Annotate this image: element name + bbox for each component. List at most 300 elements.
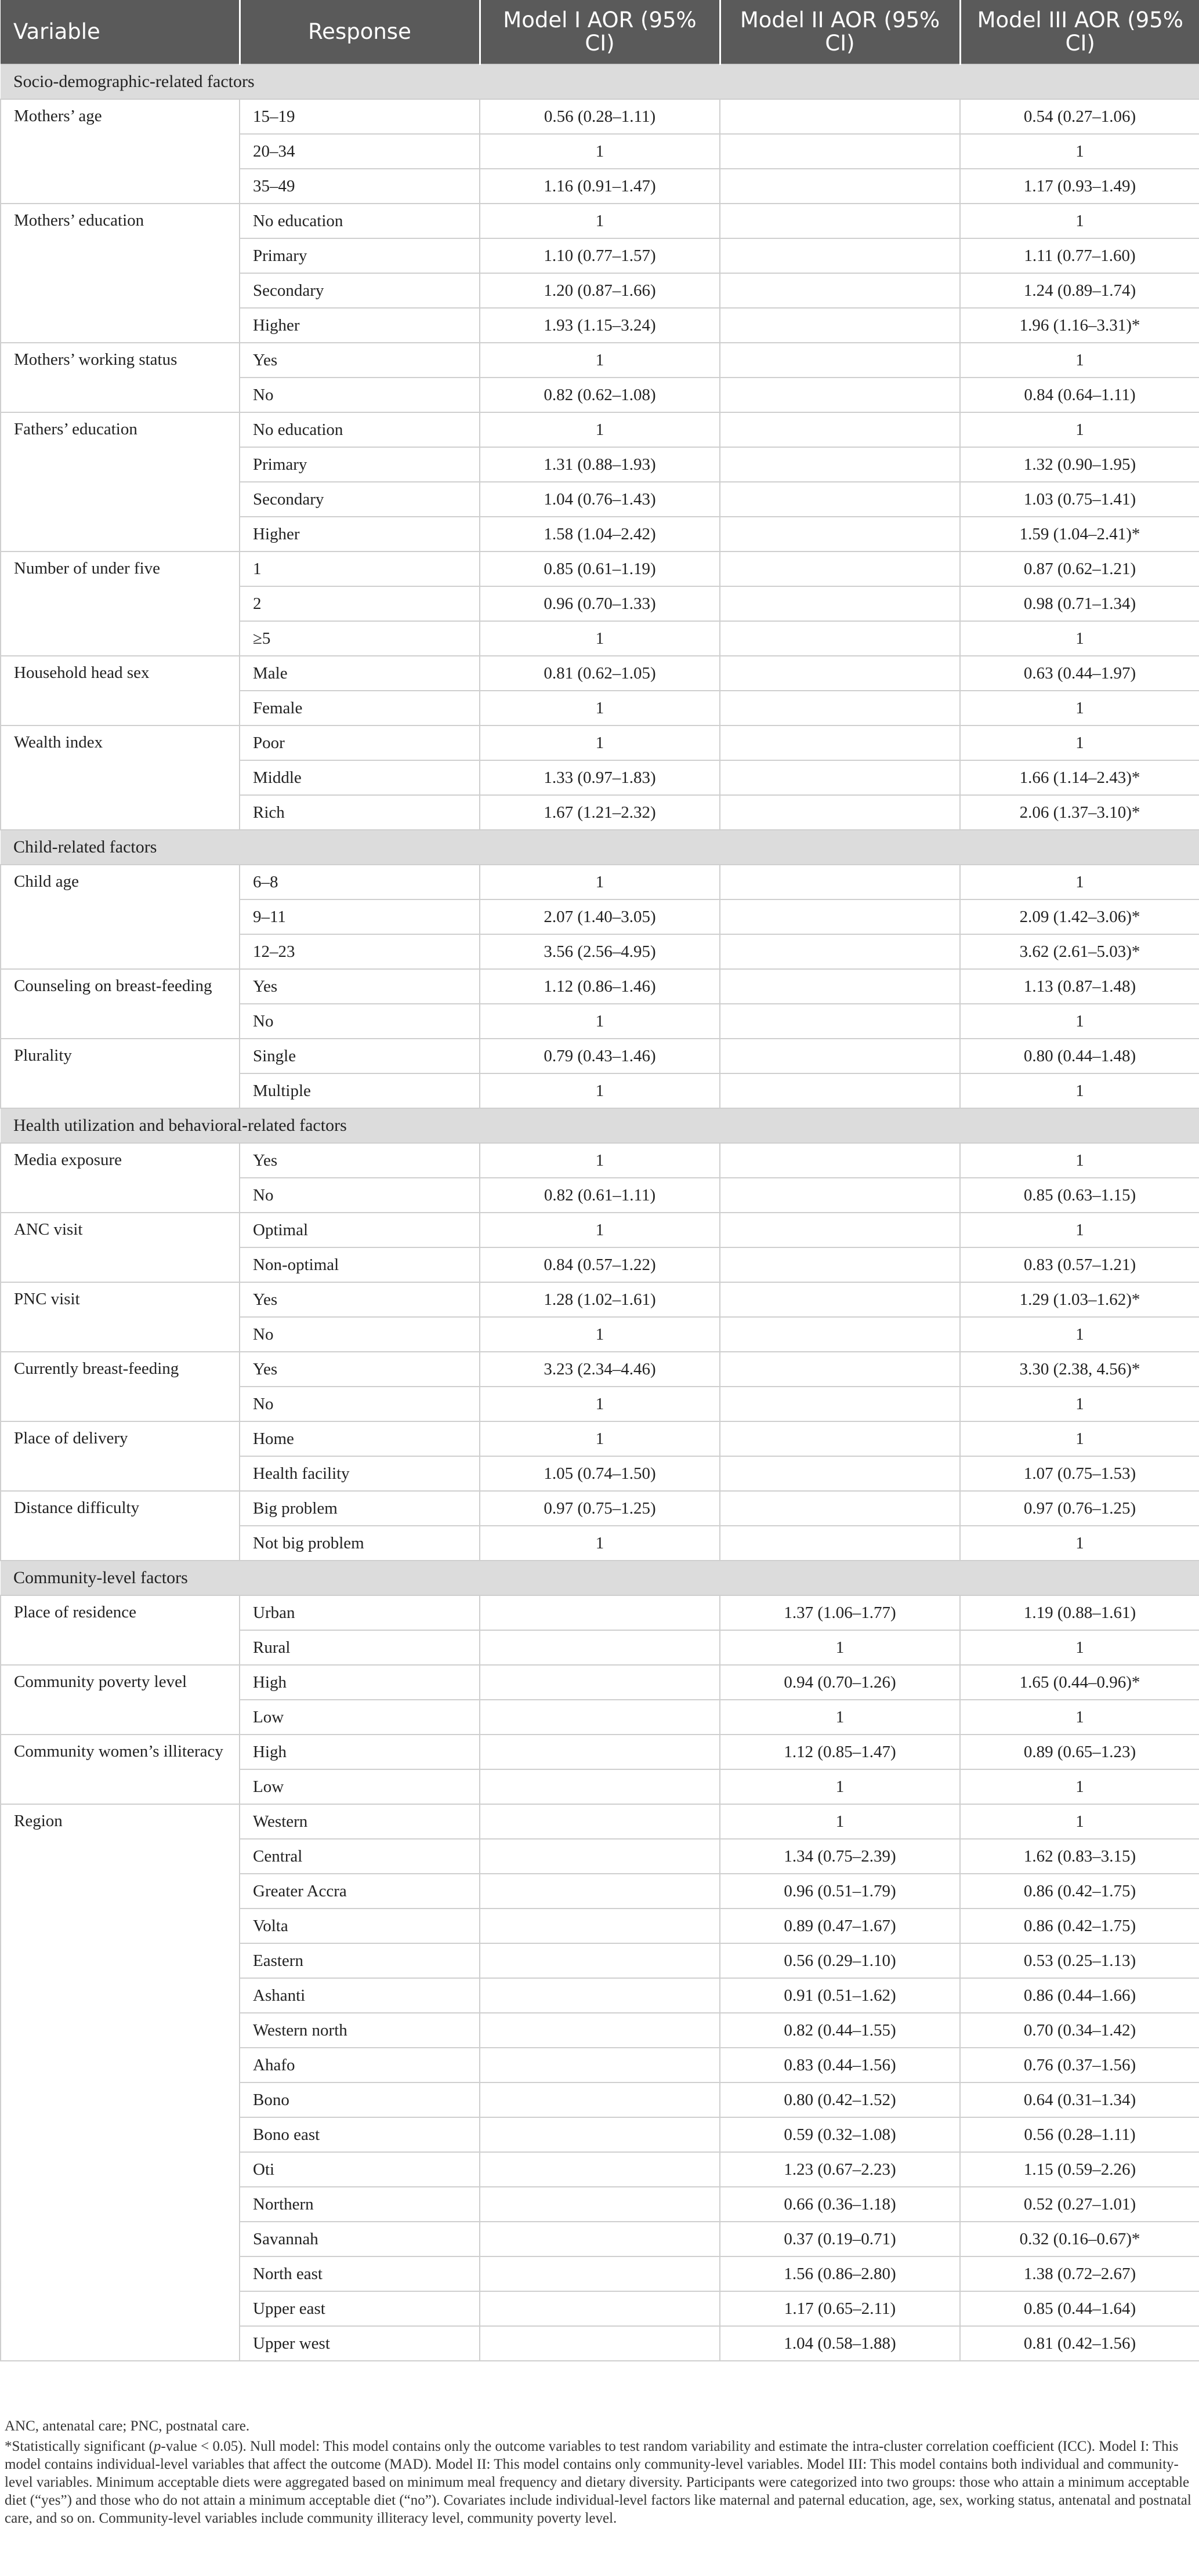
model-iii-cell: 1.13 (0.87–1.48) [960, 969, 1199, 1004]
response-cell: Female [240, 691, 480, 725]
footnote-text: -value < 0.05). Null model: This model contains only the outcome variables to test random variability and estimate the intra-cluster correlation coefficient (ICC). Model I: This model contains individual-level variables that affect the outcome (MAD). Model II: This model contains only community-level variables. Model III: This model contains both individual and community-level variables. Minimum acceptable diets were aggregated based on minimum meal frequency and dietary diversity. Participants were categorized into two groups: those who attain a minimum acceptable diet (“yes”) and those who do not attain a minimum acceptable diet (“no”). Covariates include individual-level factors like maternal and paternal education, age, sex, working status, antenatal and postnatal care, and so on. Community-level variables include community illiteracy level, community poverty level. [5, 2439, 1191, 2526]
model-iii-cell: 1 [960, 1700, 1199, 1735]
table-row [1, 656, 1199, 691]
model-iii-cell: 1 [960, 1317, 1199, 1352]
model-iii-cell: 1 [960, 691, 1199, 725]
response-cell: Bono east [240, 2117, 480, 2152]
model-ii-cell [720, 795, 960, 830]
model-ii-cell: 0.94 (0.70–1.26) [720, 1665, 960, 1700]
model-i-cell: 0.82 (0.62–1.08) [480, 378, 720, 412]
model-i-cell: 1 [480, 204, 720, 238]
model-iii-cell: 1 [960, 1526, 1199, 1561]
model-iii-cell: 0.83 (0.57–1.21) [960, 1247, 1199, 1282]
model-ii-cell: 1.34 (0.75–2.39) [720, 1839, 960, 1874]
table-row [1, 552, 1199, 586]
model-i-cell [480, 1978, 720, 2013]
variable-name: Mothers’ education [1, 204, 240, 343]
model-iii-cell: 1 [960, 1769, 1199, 1804]
response-cell: Single [240, 1039, 480, 1073]
model-iii-cell: 0.32 (0.16–0.67)* [960, 2222, 1199, 2256]
response-cell: No [240, 1178, 480, 1213]
variable-name: Mothers’ working status [1, 343, 240, 412]
table-row [1, 1352, 1199, 1387]
model-ii-cell [720, 1073, 960, 1108]
model-i-cell [480, 1839, 720, 1874]
model-i-cell: 0.79 (0.43–1.46) [480, 1039, 720, 1073]
response-cell: Urban [240, 1595, 480, 1630]
model-ii-cell: 0.66 (0.36–1.18) [720, 2187, 960, 2222]
model-iii-cell: 2.06 (1.37–3.10)* [960, 795, 1199, 830]
model-iii-cell: 1.07 (0.75–1.53) [960, 1456, 1199, 1491]
model-i-cell: 1.58 (1.04–2.42) [480, 517, 720, 552]
model-i-cell: 1 [480, 1421, 720, 1456]
model-ii-cell: 1.37 (1.06–1.77) [720, 1595, 960, 1630]
model-ii-cell: 0.56 (0.29–1.10) [720, 1943, 960, 1978]
variable-name: Counseling on breast-feeding [1, 969, 240, 1039]
variable-name: Number of under five [1, 552, 240, 656]
model-ii-cell [720, 1526, 960, 1561]
response-cell: Non-optimal [240, 1247, 480, 1282]
variable-name: Place of delivery [1, 1421, 240, 1491]
response-cell: Big problem [240, 1491, 480, 1526]
section-header-row [1, 1561, 1199, 1595]
model-iii-cell: 1.66 (1.14–2.43)* [960, 760, 1199, 795]
header-response: Response [240, 0, 480, 64]
model-i-cell: 1 [480, 725, 720, 760]
variable-name: Currently breast-feeding [1, 1352, 240, 1421]
model-iii-cell: 1.24 (0.89–1.74) [960, 273, 1199, 308]
model-i-cell: 0.96 (0.70–1.33) [480, 586, 720, 621]
model-iii-cell: 1.19 (0.88–1.61) [960, 1595, 1199, 1630]
model-ii-cell: 0.59 (0.32–1.08) [720, 2117, 960, 2152]
response-cell: Rural [240, 1630, 480, 1665]
response-cell: Not big problem [240, 1526, 480, 1561]
model-ii-cell: 0.96 (0.51–1.79) [720, 1874, 960, 1909]
model-ii-cell [720, 308, 960, 343]
model-iii-cell: 0.86 (0.42–1.75) [960, 1909, 1199, 1943]
variable-name: Region [1, 1804, 240, 2361]
model-i-cell [480, 1595, 720, 1630]
response-cell: 12–23 [240, 934, 480, 969]
response-cell: Eastern [240, 1943, 480, 1978]
model-iii-cell: 0.56 (0.28–1.11) [960, 2117, 1199, 2152]
model-i-cell: 1 [480, 865, 720, 899]
response-cell: Higher [240, 308, 480, 343]
response-cell: High [240, 1735, 480, 1769]
header-variable: Variable [1, 0, 240, 64]
model-i-cell: 1 [480, 691, 720, 725]
response-cell: No [240, 1387, 480, 1421]
model-iii-cell: 0.84 (0.64–1.11) [960, 378, 1199, 412]
model-ii-cell: 0.82 (0.44–1.55) [720, 2013, 960, 2048]
response-cell: Northern [240, 2187, 480, 2222]
response-cell: Ahafo [240, 2048, 480, 2082]
model-ii-cell [720, 656, 960, 691]
response-cell: ≥5 [240, 621, 480, 656]
response-cell: High [240, 1665, 480, 1700]
model-i-cell [480, 2013, 720, 2048]
model-i-cell: 1 [480, 1387, 720, 1421]
table-row [1, 1735, 1199, 1769]
variable-name: Household head sex [1, 656, 240, 725]
section-title: Child-related factors [1, 830, 1199, 865]
model-i-cell [480, 1943, 720, 1978]
model-iii-cell: 1 [960, 1387, 1199, 1421]
model-ii-cell [720, 517, 960, 552]
response-cell: No [240, 378, 480, 412]
response-cell: Male [240, 656, 480, 691]
significance-footnote [5, 2437, 1194, 2527]
model-ii-cell: 0.83 (0.44–1.56) [720, 2048, 960, 2082]
response-cell: Bono [240, 2082, 480, 2117]
variable-name: Plurality [1, 1039, 240, 1108]
model-ii-cell: 1 [720, 1769, 960, 1804]
table-row [1, 969, 1199, 1004]
response-cell: Optimal [240, 1213, 480, 1247]
response-cell: 20–34 [240, 134, 480, 169]
response-cell: North east [240, 2256, 480, 2291]
header-model-i: Model I AOR (95% CI) [480, 0, 720, 64]
model-iii-cell: 1.96 (1.16–3.31)* [960, 308, 1199, 343]
response-cell: Primary [240, 447, 480, 482]
model-ii-cell [720, 969, 960, 1004]
table-footnotes [5, 2417, 1194, 2530]
model-i-cell [480, 2291, 720, 2326]
model-ii-cell [720, 238, 960, 273]
model-i-cell [480, 2048, 720, 2082]
header-model-ii: Model II AOR (95% CI) [720, 0, 960, 64]
variable-name: Community poverty level [1, 1665, 240, 1735]
model-iii-cell: 1 [960, 1421, 1199, 1456]
model-i-cell: 1 [480, 1004, 720, 1039]
table-row [1, 865, 1199, 899]
model-i-cell: 0.97 (0.75–1.25) [480, 1491, 720, 1526]
model-ii-cell: 1.12 (0.85–1.47) [720, 1735, 960, 1769]
model-iii-cell: 1 [960, 725, 1199, 760]
table-row [1, 1491, 1199, 1526]
model-ii-cell [720, 169, 960, 204]
response-cell: Primary [240, 238, 480, 273]
model-i-cell: 0.85 (0.61–1.19) [480, 552, 720, 586]
model-i-cell: 0.56 (0.28–1.11) [480, 99, 720, 134]
variable-name: Place of residence [1, 1595, 240, 1665]
table-row [1, 725, 1199, 760]
model-ii-cell [720, 1213, 960, 1247]
model-ii-cell [720, 586, 960, 621]
model-i-cell: 0.81 (0.62–1.05) [480, 656, 720, 691]
model-iii-cell: 0.81 (0.42–1.56) [960, 2326, 1199, 2361]
model-iii-cell: 0.98 (0.71–1.34) [960, 586, 1199, 621]
model-i-cell: 1.31 (0.88–1.93) [480, 447, 720, 482]
response-cell: Poor [240, 725, 480, 760]
response-cell: Western [240, 1804, 480, 1839]
response-cell: Secondary [240, 273, 480, 308]
model-i-cell [480, 1909, 720, 1943]
model-iii-cell: 0.63 (0.44–1.97) [960, 656, 1199, 691]
model-ii-cell: 1.56 (0.86–2.80) [720, 2256, 960, 2291]
model-i-cell [480, 1874, 720, 1909]
model-i-cell: 1 [480, 134, 720, 169]
model-iii-cell: 1.38 (0.72–2.67) [960, 2256, 1199, 2291]
response-cell: Western north [240, 2013, 480, 2048]
response-cell: Central [240, 1839, 480, 1874]
model-ii-cell [720, 378, 960, 412]
model-iii-cell: 1.29 (1.03–1.62)* [960, 1282, 1199, 1317]
response-cell: Middle [240, 760, 480, 795]
model-i-cell [480, 2256, 720, 2291]
model-ii-cell [720, 204, 960, 238]
table-row [1, 1143, 1199, 1178]
model-iii-cell: 1 [960, 204, 1199, 238]
model-iii-cell: 0.76 (0.37–1.56) [960, 2048, 1199, 2082]
table-row [1, 1039, 1199, 1073]
model-i-cell [480, 1769, 720, 1804]
model-i-cell: 1 [480, 621, 720, 656]
model-iii-cell: 1 [960, 1804, 1199, 1839]
table-row [1, 1665, 1199, 1700]
model-ii-cell [720, 1456, 960, 1491]
table-row [1, 1282, 1199, 1317]
table-row [1, 412, 1199, 447]
variable-name: Distance difficulty [1, 1491, 240, 1561]
model-iii-cell: 0.97 (0.76–1.25) [960, 1491, 1199, 1526]
table-row [1, 1213, 1199, 1247]
section-header-row [1, 830, 1199, 865]
model-iii-cell: 2.09 (1.42–3.06)* [960, 899, 1199, 934]
response-cell: Rich [240, 795, 480, 830]
model-i-cell [480, 1700, 720, 1735]
model-i-cell [480, 1735, 720, 1769]
model-ii-cell [720, 482, 960, 517]
response-cell: No education [240, 412, 480, 447]
model-i-cell [480, 1804, 720, 1839]
model-iii-cell: 3.62 (2.61–5.03)* [960, 934, 1199, 969]
response-cell: 9–11 [240, 899, 480, 934]
variable-name: Fathers’ education [1, 412, 240, 552]
model-iii-cell: 0.87 (0.62–1.21) [960, 552, 1199, 586]
response-cell: Yes [240, 343, 480, 378]
model-iii-cell: 1 [960, 865, 1199, 899]
model-ii-cell [720, 760, 960, 795]
response-cell: Yes [240, 1282, 480, 1317]
variable-name: Wealth index [1, 725, 240, 830]
response-cell: No [240, 1004, 480, 1039]
response-cell: 15–19 [240, 99, 480, 134]
model-iii-cell: 0.86 (0.44–1.66) [960, 1978, 1199, 2013]
model-ii-cell [720, 1421, 960, 1456]
model-ii-cell: 0.89 (0.47–1.67) [720, 1909, 960, 1943]
model-iii-cell: 0.64 (0.31–1.34) [960, 2082, 1199, 2117]
model-i-cell: 1 [480, 1526, 720, 1561]
model-iii-cell: 1 [960, 343, 1199, 378]
model-ii-cell [720, 899, 960, 934]
model-i-cell: 1.20 (0.87–1.66) [480, 273, 720, 308]
model-iii-cell: 0.85 (0.44–1.64) [960, 2291, 1199, 2326]
table-row [1, 99, 1199, 134]
model-iii-cell: 1 [960, 621, 1199, 656]
model-i-cell: 3.56 (2.56–4.95) [480, 934, 720, 969]
model-ii-cell [720, 412, 960, 447]
model-i-cell: 1 [480, 1073, 720, 1108]
model-iii-cell: 3.30 (2.38, 4.56)* [960, 1352, 1199, 1387]
response-cell: Secondary [240, 482, 480, 517]
model-i-cell: 0.82 (0.61–1.11) [480, 1178, 720, 1213]
section-header-row [1, 64, 1199, 99]
variable-name: Media exposure [1, 1143, 240, 1213]
model-ii-cell: 1 [720, 1630, 960, 1665]
model-i-cell: 1.04 (0.76–1.43) [480, 482, 720, 517]
abbreviations-note: ANC, antenatal care; PNC, postnatal care. [5, 2418, 250, 2434]
model-ii-cell [720, 1039, 960, 1073]
section-header-row [1, 1108, 1199, 1143]
model-iii-cell: 1 [960, 134, 1199, 169]
model-ii-cell [720, 691, 960, 725]
model-iii-cell: 0.86 (0.42–1.75) [960, 1874, 1199, 1909]
response-cell: Volta [240, 1909, 480, 1943]
model-iii-cell: 0.53 (0.25–1.13) [960, 1943, 1199, 1978]
model-iii-cell: 0.52 (0.27–1.01) [960, 2187, 1199, 2222]
response-cell: 1 [240, 552, 480, 586]
response-cell: Yes [240, 1143, 480, 1178]
model-ii-cell [720, 1282, 960, 1317]
model-iii-cell: 1.65 (0.44–0.96)* [960, 1665, 1199, 1700]
model-ii-cell [720, 1317, 960, 1352]
model-ii-cell: 1.23 (0.67–2.23) [720, 2152, 960, 2187]
model-i-cell: 1.16 (0.91–1.47) [480, 169, 720, 204]
model-ii-cell [720, 99, 960, 134]
model-iii-cell: 1.32 (0.90–1.95) [960, 447, 1199, 482]
model-i-cell [480, 2187, 720, 2222]
response-cell: Yes [240, 1352, 480, 1387]
table-body [1, 64, 1199, 2361]
response-cell: Savannah [240, 2222, 480, 2256]
response-cell: Oti [240, 2152, 480, 2187]
header-model-iii: Model III AOR (95% CI) [960, 0, 1199, 64]
model-iii-cell: 1.62 (0.83–3.15) [960, 1839, 1199, 1874]
model-i-cell: 1.67 (1.21–2.32) [480, 795, 720, 830]
response-cell: Higher [240, 517, 480, 552]
variable-name: ANC visit [1, 1213, 240, 1282]
model-i-cell: 1.33 (0.97–1.83) [480, 760, 720, 795]
model-iii-cell: 1 [960, 1630, 1199, 1665]
model-iii-cell: 1.17 (0.93–1.49) [960, 169, 1199, 204]
response-cell: Low [240, 1769, 480, 1804]
response-cell: 35–49 [240, 169, 480, 204]
model-iii-cell: 1 [960, 1213, 1199, 1247]
variable-name: Mothers’ age [1, 99, 240, 204]
footnote-prefix: *Statistically significant ( [5, 2439, 154, 2454]
table-row [1, 204, 1199, 238]
model-iii-cell: 1 [960, 1073, 1199, 1108]
model-i-cell: 1 [480, 412, 720, 447]
model-ii-cell: 1.17 (0.65–2.11) [720, 2291, 960, 2326]
model-ii-cell [720, 725, 960, 760]
variable-name: Child age [1, 865, 240, 969]
model-ii-cell [720, 865, 960, 899]
table-header [1, 0, 1199, 64]
response-cell: No education [240, 204, 480, 238]
model-ii-cell [720, 1387, 960, 1421]
response-cell: Ashanti [240, 1978, 480, 2013]
model-i-cell [480, 2082, 720, 2117]
model-i-cell: 1 [480, 1213, 720, 1247]
table-row [1, 343, 1199, 378]
response-cell: Multiple [240, 1073, 480, 1108]
model-ii-cell [720, 1143, 960, 1178]
model-i-cell [480, 2222, 720, 2256]
model-iii-cell: 0.54 (0.27–1.06) [960, 99, 1199, 134]
model-iii-cell: 1.11 (0.77–1.60) [960, 238, 1199, 273]
model-i-cell: 1.93 (1.15–3.24) [480, 308, 720, 343]
model-i-cell: 1 [480, 1317, 720, 1352]
table-row [1, 1421, 1199, 1456]
response-cell: 2 [240, 586, 480, 621]
model-i-cell [480, 1630, 720, 1665]
model-ii-cell: 0.80 (0.42–1.52) [720, 2082, 960, 2117]
model-i-cell [480, 2152, 720, 2187]
model-ii-cell [720, 1178, 960, 1213]
model-i-cell [480, 2117, 720, 2152]
response-cell: No [240, 1317, 480, 1352]
model-i-cell: 1.28 (1.02–1.61) [480, 1282, 720, 1317]
model-i-cell: 1 [480, 1143, 720, 1178]
model-iii-cell: 1.59 (1.04–2.41)* [960, 517, 1199, 552]
model-iii-cell: 1.15 (0.59–2.26) [960, 2152, 1199, 2187]
model-iii-cell: 0.70 (0.34–1.42) [960, 2013, 1199, 2048]
response-cell: Greater Accra [240, 1874, 480, 1909]
model-i-cell: 1 [480, 343, 720, 378]
model-ii-cell [720, 1004, 960, 1039]
model-ii-cell [720, 1247, 960, 1282]
model-iii-cell: 1 [960, 1004, 1199, 1039]
response-cell: 6–8 [240, 865, 480, 899]
model-i-cell [480, 2326, 720, 2361]
footnote-p-symbol: p [153, 2439, 161, 2454]
model-iii-cell: 1 [960, 1143, 1199, 1178]
model-i-cell: 1.05 (0.74–1.50) [480, 1456, 720, 1491]
model-iii-cell: 0.89 (0.65–1.23) [960, 1735, 1199, 1769]
response-cell: Upper east [240, 2291, 480, 2326]
model-ii-cell [720, 343, 960, 378]
response-cell: Yes [240, 969, 480, 1004]
model-ii-cell [720, 134, 960, 169]
model-ii-cell [720, 1352, 960, 1387]
model-i-cell: 0.84 (0.57–1.22) [480, 1247, 720, 1282]
model-ii-cell [720, 447, 960, 482]
table-row [1, 1595, 1199, 1630]
model-ii-cell [720, 273, 960, 308]
section-title: Socio-demographic-related factors [1, 64, 1199, 99]
model-ii-cell: 1 [720, 1700, 960, 1735]
model-i-cell: 1.12 (0.86–1.46) [480, 969, 720, 1004]
model-ii-cell [720, 621, 960, 656]
response-cell: Home [240, 1421, 480, 1456]
model-ii-cell: 1.04 (0.58–1.88) [720, 2326, 960, 2361]
model-i-cell: 1.10 (0.77–1.57) [480, 238, 720, 273]
table-row [1, 1804, 1199, 1839]
model-ii-cell [720, 934, 960, 969]
section-title: Community-level factors [1, 1561, 1199, 1595]
response-cell: Upper west [240, 2326, 480, 2361]
model-ii-cell [720, 552, 960, 586]
model-iii-cell: 0.80 (0.44–1.48) [960, 1039, 1199, 1073]
section-title: Health utilization and behavioral-related factors [1, 1108, 1199, 1143]
model-ii-cell: 0.37 (0.19–0.71) [720, 2222, 960, 2256]
variable-name: Community women’s illiteracy [1, 1735, 240, 1804]
model-ii-cell: 0.91 (0.51–1.62) [720, 1978, 960, 2013]
model-i-cell [480, 1665, 720, 1700]
response-cell: Health facility [240, 1456, 480, 1491]
